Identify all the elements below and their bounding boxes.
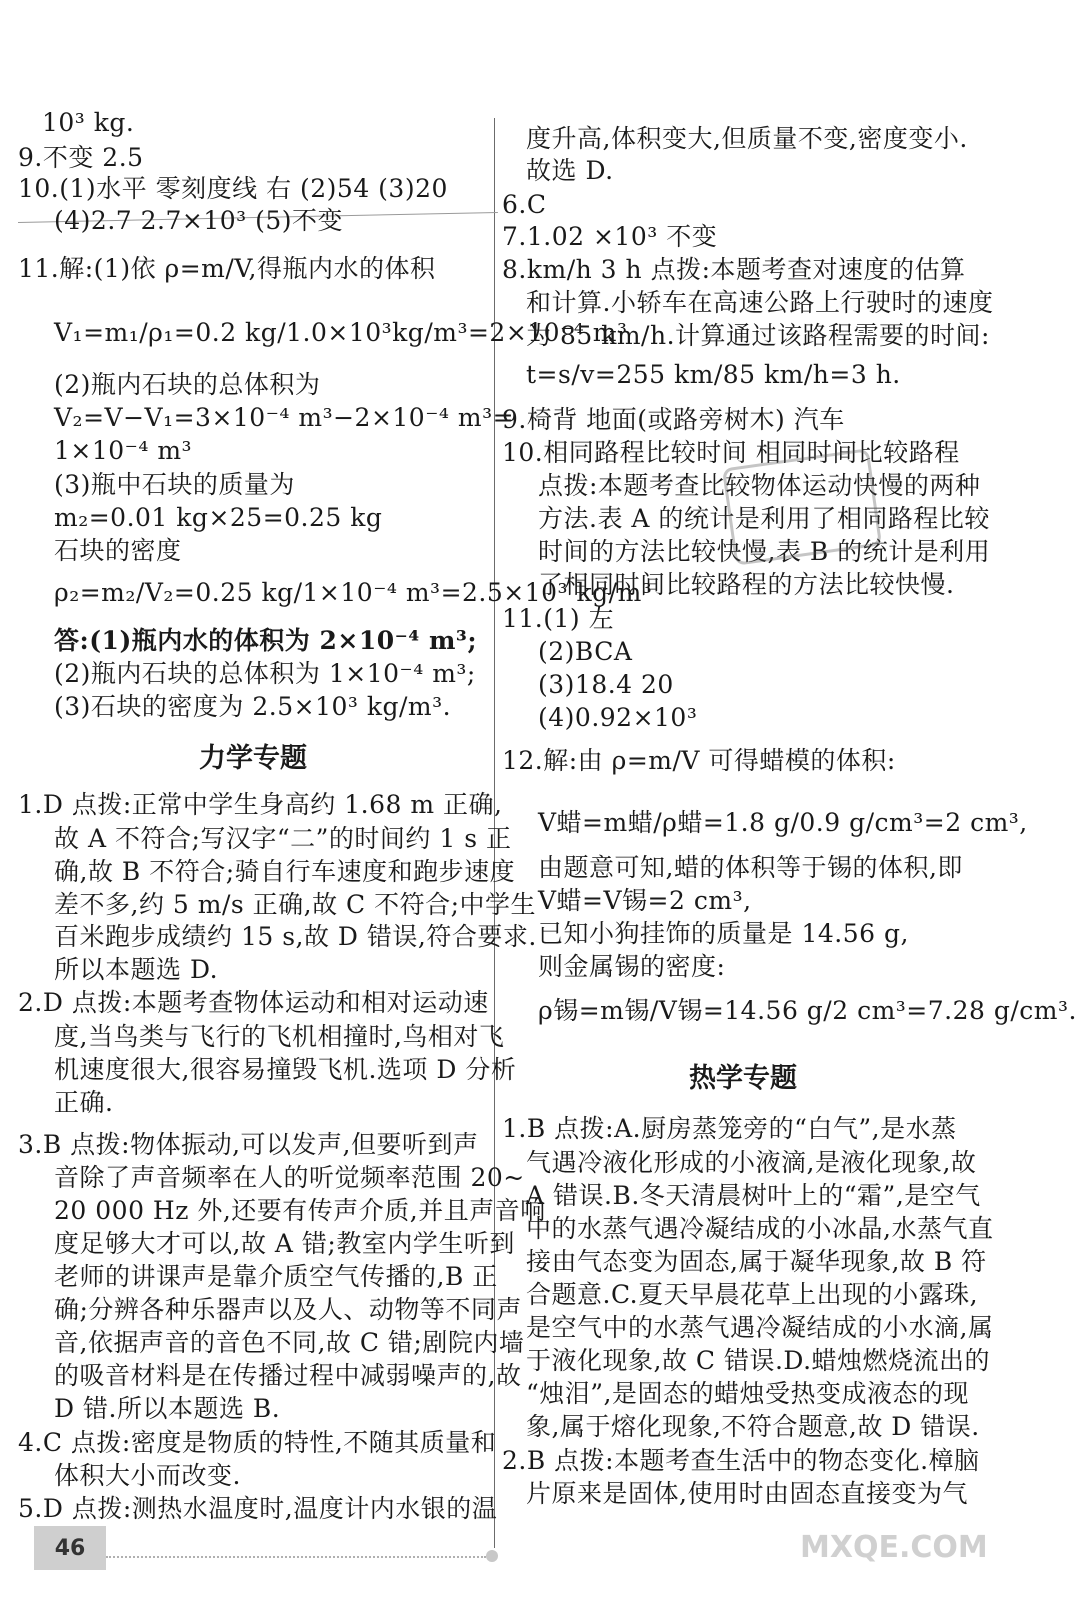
text-line: 老师的讲课声是靠介质空气传播的,B 正 [54,1262,498,1291]
text-line: 1.D 点拨:正常中学生身高约 1.68 m 正确, [18,790,503,819]
text-line: 确,故 B 不符合;骑自行车速度和跑步速度 [54,857,516,886]
section-heading-mechanics: 力学专题 [199,743,307,774]
text-line: 片原来是固体,使用时由固态直接变为气 [526,1479,968,1508]
text-line: 7.1.02 ×10³ 不变 [502,222,718,251]
text-line: 则金属锡的密度: [538,952,726,981]
text-line: 石块的密度 [54,536,182,565]
text-line: 10.相同路程比较时间 相同时间比较路程 [502,438,960,467]
footer-dot [486,1550,498,1562]
text-line: 音,依据声音的音色不同,故 C 错;剧院内墙 [54,1328,525,1357]
text-line: 2.B 点拨:本题考查生活中的物态变化.樟脑 [502,1446,980,1475]
formula-line: ρ₂=m₂/V₂=0.25 kg/1×10⁻⁴ m³=2.5×10³ kg/m³ [54,578,653,607]
text-line: “烛泪”,是固态的蜡烛受热变成液态的现 [526,1379,970,1408]
text-line: (2)瓶内石块的总体积为 [54,370,321,399]
text-line: D 错.所以本题选 B. [54,1394,281,1423]
text-line: 4.C 点拨:密度是物质的特性,不随其质量和 [18,1428,497,1457]
text-line: 气遇冷液化形成的小液滴,是液化现象,故 [526,1148,977,1177]
answer-line: (2)瓶内石块的总体积为 1×10⁻⁴ m³; [54,659,476,688]
watermark-logo: MXQE.COM [800,1530,988,1565]
text-line: 音除了声音频率在人的听觉频率范围 20~ [54,1163,525,1192]
text-line: 度,当鸟类与飞行的飞机相撞时,鸟相对飞 [54,1022,505,1051]
text-line: 度升高,体积变大,但质量不变,密度变小. [526,124,968,153]
footer-rule [106,1556,486,1558]
text-line: 已知小狗挂饰的质量是 14.56 g, [538,919,909,948]
text-line: 中的水蒸气遇冷凝结成的小冰晶,水蒸气直 [526,1214,994,1243]
text-line: 的吸音材料是在传播过程中减弱噪声的,故 [54,1361,522,1390]
text-line: 确;分辨各种乐器声以及人、动物等不同声 [54,1295,522,1324]
formula-line: ρ锡=m锡/V锡=14.56 g/2 cm³=7.28 g/cm³. [538,996,1077,1025]
text-line: m₂=0.01 kg×25=0.25 kg [54,503,383,532]
text-line: V蜡=V锡=2 cm³, [538,886,752,915]
text-line: 了相同时间比较路程的方法比较快慢. [538,570,955,599]
text-line: 10.(1)水平 零刻度线 右 (2)54 (3)20 [18,174,448,203]
text-line: 1.B 点拨:A.厨房蒸笼旁的“白气”,是水蒸 [502,1114,957,1143]
formula-line: V₁=m₁/ρ₁=0.2 kg/1.0×10³kg/m³=2×10⁻⁴ m³ [54,318,628,347]
formula-line: V蜡=m蜡/ρ蜡=1.8 g/0.9 g/cm³=2 cm³, [538,808,1028,837]
text-line: 9.不变 2.5 [18,143,144,172]
page-number: 46 [34,1526,106,1570]
text-line: 点拨:本题考查比较物体运动快慢的两种 [538,471,981,500]
text-line: 5.D 点拨:测热水温度时,温度计内水银的温 [18,1494,498,1523]
text-line: 11.解:(1)依 ρ=m/V,得瓶内水的体积 [18,254,436,283]
text-line: 11.(1) 左 [502,604,615,633]
text-line: 2.D 点拨:本题考查物体运动和相对运动速 [18,988,489,1017]
text-line: 1×10⁻⁴ m³ [54,436,193,465]
text-line: 合题意.C.夏天早晨花草上出现的小露珠, [526,1280,979,1309]
text-line: (3)18.4 20 [538,670,674,699]
text-line: 体积大小而改变. [54,1461,241,1490]
right-column [502,0,1077,1600]
text-line: 度足够大才可以,故 A 错;教室内学生听到 [54,1229,515,1258]
text-line: 百米跑步成绩约 15 s,故 D 错误,符合要求. [54,922,537,951]
text-line: (3)瓶中石块的质量为 [54,470,295,499]
text-line: V₂=V−V₁=3×10⁻⁴ m³−2×10⁻⁴ m³= [54,403,515,432]
text-line: 时间的方法比较快慢,表 B 的统计是利用 [538,537,991,566]
text-line: 为 85 km/h.计算通过该路程需要的时间: [526,321,990,350]
text-line: 所以本题选 D. [54,955,219,984]
text-line: 8.km/h 3 h 点拨:本题考查对速度的估算 [502,255,966,284]
text-line: 和计算.小轿车在高速公路上行驶时的速度 [526,288,994,317]
text-line: 20 000 Hz 外,还要有传声介质,并且声音响 [54,1196,546,1225]
text-line: 3.B 点拨:物体振动,可以发声,但要听到声 [18,1130,479,1159]
text-line: A 错误.B.冬天清晨树叶上的“霜”,是空气 [526,1181,981,1210]
text-line: 12.解:由 ρ=m/V 可得蜡模的体积: [502,746,896,775]
text-line: 机速度很大,很容易撞毁飞机.选项 D 分析 [54,1055,517,1084]
text-line: (4)2.7 2.7×10³ (5)不变 [54,206,344,235]
text-line: 象,属于熔化现象,不符合题意,故 D 错误. [526,1412,980,1441]
text-line: (2)BCA [538,637,633,666]
text-line: 9.椅背 地面(或路旁树木) 汽车 [502,405,845,434]
text-line: 正确. [54,1088,114,1117]
text-line: 于液化现象,故 C 错误.D.蜡烛燃烧流出的 [526,1346,991,1375]
formula-line: t=s/v=255 km/85 km/h=3 h. [526,360,901,389]
stamp-mark [722,448,882,566]
text-line: 10³ kg. [42,108,135,137]
text-line: 故 A 不符合;写汉字“二”的时间约 1 s 正 [54,824,512,853]
text-line: (4)0.92×10³ [538,703,698,732]
text-line: 故选 D. [526,156,614,185]
text-line: 是空气中的水蒸气遇冷凝结成的小水滴,属 [526,1313,994,1342]
text-line: 方法.表 A 的统计是利用了相同路程比较 [538,504,990,533]
section-heading-thermal: 热学专题 [689,1063,797,1094]
text-line: 接由气态变为固态,属于凝华现象,故 B 符 [526,1247,987,1276]
answer-line: 答:(1)瓶内水的体积为 2×10⁻⁴ m³; [54,626,478,655]
text-line: 差不多,约 5 m/s 正确,故 C 不符合;中学生 [54,890,537,919]
text-line: 6.C [502,190,547,219]
answer-line: (3)石块的密度为 2.5×10³ kg/m³. [54,692,452,721]
text-line: 由题意可知,蜡的体积等于锡的体积,即 [538,853,963,882]
